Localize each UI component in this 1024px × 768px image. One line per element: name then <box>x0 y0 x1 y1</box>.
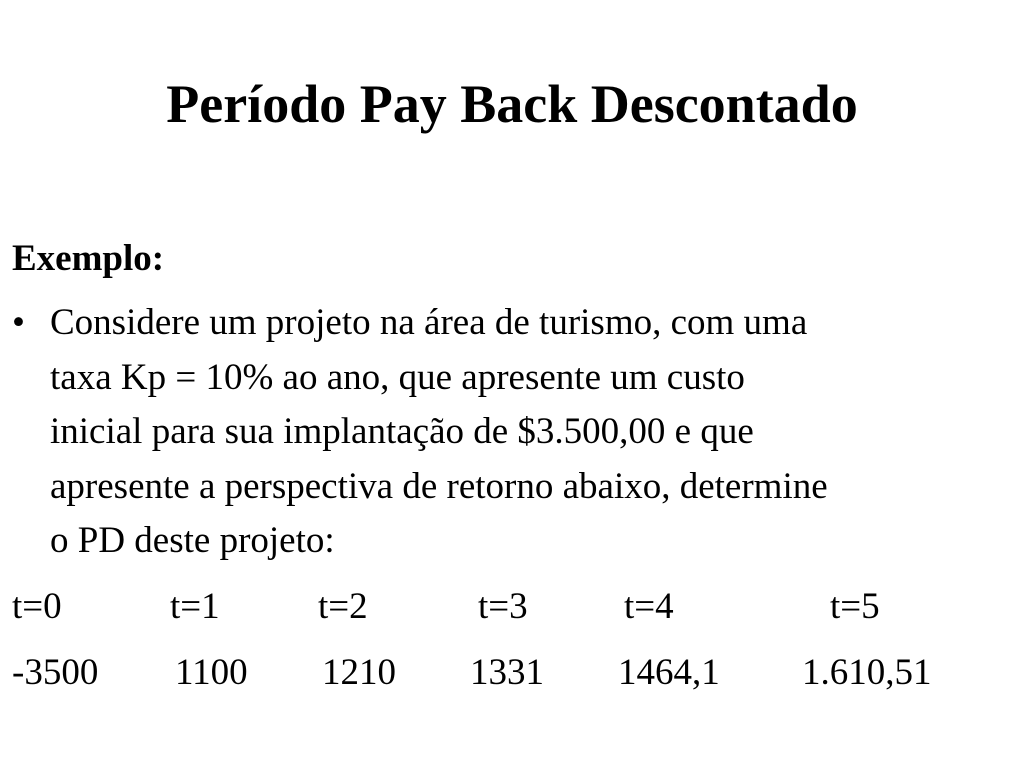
example-label: Exemplo: <box>12 238 165 279</box>
period-label: t=1 <box>170 586 220 627</box>
period-label: t=4 <box>624 586 674 627</box>
cash-flow-value: 1100 <box>175 652 248 693</box>
problem-statement <box>12 296 1020 569</box>
cash-flow-row <box>0 648 1024 698</box>
cash-flow-value: -3500 <box>12 652 99 693</box>
cash-flow-value: 1331 <box>470 652 544 693</box>
cash-flow-value: 1464,1 <box>618 652 720 693</box>
cash-flow-value: 1210 <box>322 652 396 693</box>
problem-text: Considere um projeto na área de turismo, com uma taxa Kp = 10% ao ano, que apresente um custo inicial para sua implantação de $3.500,00 e que apresente a perspectiva de retorno abaixo, determine o PD deste projeto: <box>50 302 828 561</box>
period-label: t=2 <box>318 586 368 627</box>
period-row <box>0 582 1024 632</box>
period-label: t=0 <box>12 586 62 627</box>
cash-flow-value: 1.610,51 <box>802 652 932 693</box>
bullet-icon: • <box>12 302 25 343</box>
slide-title: Período Pay Back Descontado <box>166 74 858 134</box>
period-label: t=3 <box>478 586 528 627</box>
period-label: t=5 <box>830 586 880 627</box>
